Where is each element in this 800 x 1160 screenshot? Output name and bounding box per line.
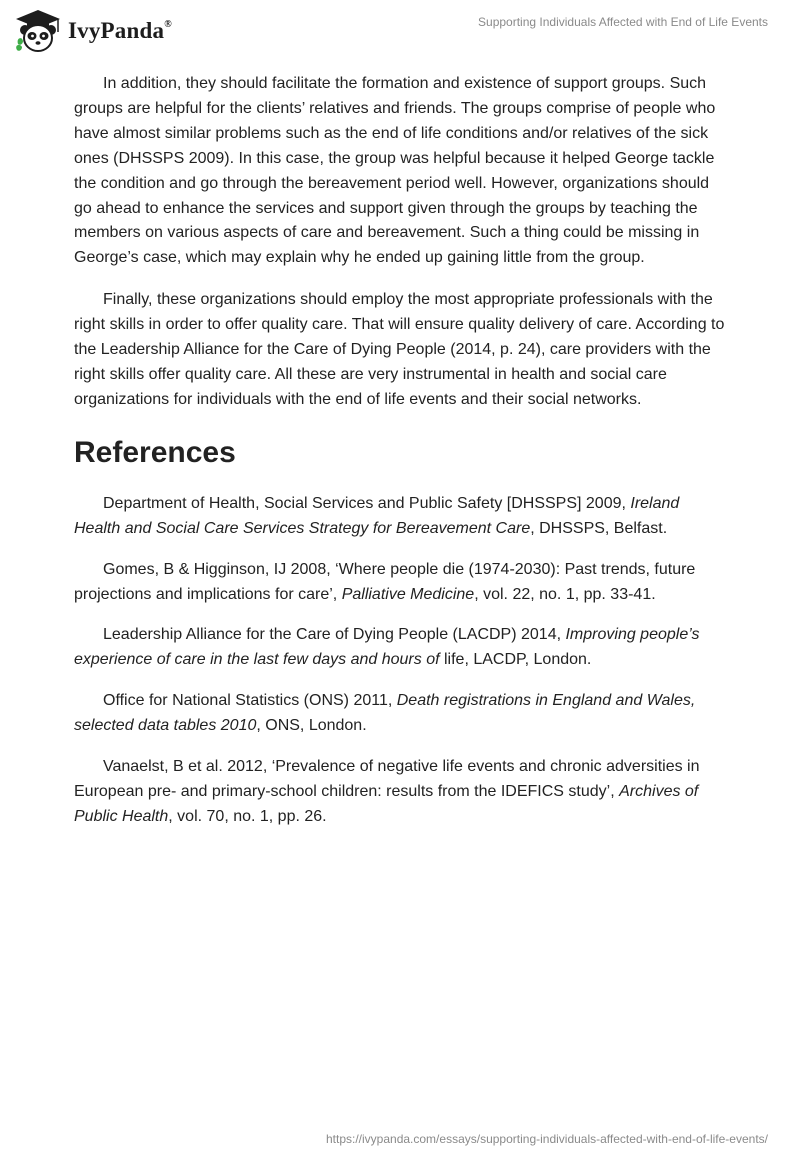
page-header	[0, 0, 800, 60]
panda-graduate-icon	[14, 8, 62, 54]
source-url[interactable]: https://ivypanda.com/essays/supporting-individuals-affected-with-end-of-life-events/	[326, 1132, 768, 1146]
reference-item: Gomes, B & Higginson, IJ 2008, ‘Where people die (1974-2030): Past trends, future projections and implications for care’, Palliative Medicine, vol. 22, no. 1, pp. 33-41.	[74, 560, 696, 603]
ivypanda-logo[interactable]	[14, 8, 172, 54]
reference-item: Office for National Statistics (ONS) 2011, Death registrations in England and Wales, selected data tables 2010, ONS, London.	[74, 692, 696, 735]
essay-content	[74, 72, 726, 846]
body-paragraph: Finally, these organizations should employ the most appropriate professionals with the right skills in order to offer quality care. That will ensure quality delivery of care. According to the Leadership Alliance for the Care of Dying People (2014, p. 24), care providers with the right skills offer quality care. All these are very instrumental in health and social care organizations for individuals with the end of life events and their social networks.	[74, 291, 725, 408]
reference-item: Vanaelst, B et al. 2012, ‘Prevalence of negative life events and chronic adversities in European pre- and primary-school children: results from the IDEFICS study’, Archives of Public Health, vol. 70, no. 1, pp. 26.	[74, 758, 700, 825]
references-heading: References	[74, 435, 236, 469]
reference-item: Department of Health, Social Services and Public Safety [DHSSPS] 2009, Ireland Health and Social Care Services Strategy for Bereavement Care, DHSSPS, Belfast.	[74, 494, 680, 537]
running-title: Supporting Individuals Affected with End of Life Events	[478, 15, 768, 29]
brand-name: IvyPanda®	[68, 18, 172, 43]
body-paragraph: In addition, they should facilitate the formation and existence of support groups. Such groups are helpful for the clients’ relatives and friends. The groups comprise of people who have almost similar problems such as the end of life conditions and/or relatives of the sick ones (DHSSPS 2009). In this case, the group was helpful because it helped George tackle the condition and go through the bereavement period well. However, organizations should go ahead to enhance the services and support given through the groups by teaching the members on various aspects of care and bereavement. Such a thing could be missing in George’s case, which may explain why he ended up gaining little from the group.	[74, 75, 716, 267]
reference-item: Leadership Alliance for the Care of Dying People (LACDP) 2014, Improving people’s experience of care in the last few days and hours of life, LACDP, London.	[74, 626, 700, 669]
